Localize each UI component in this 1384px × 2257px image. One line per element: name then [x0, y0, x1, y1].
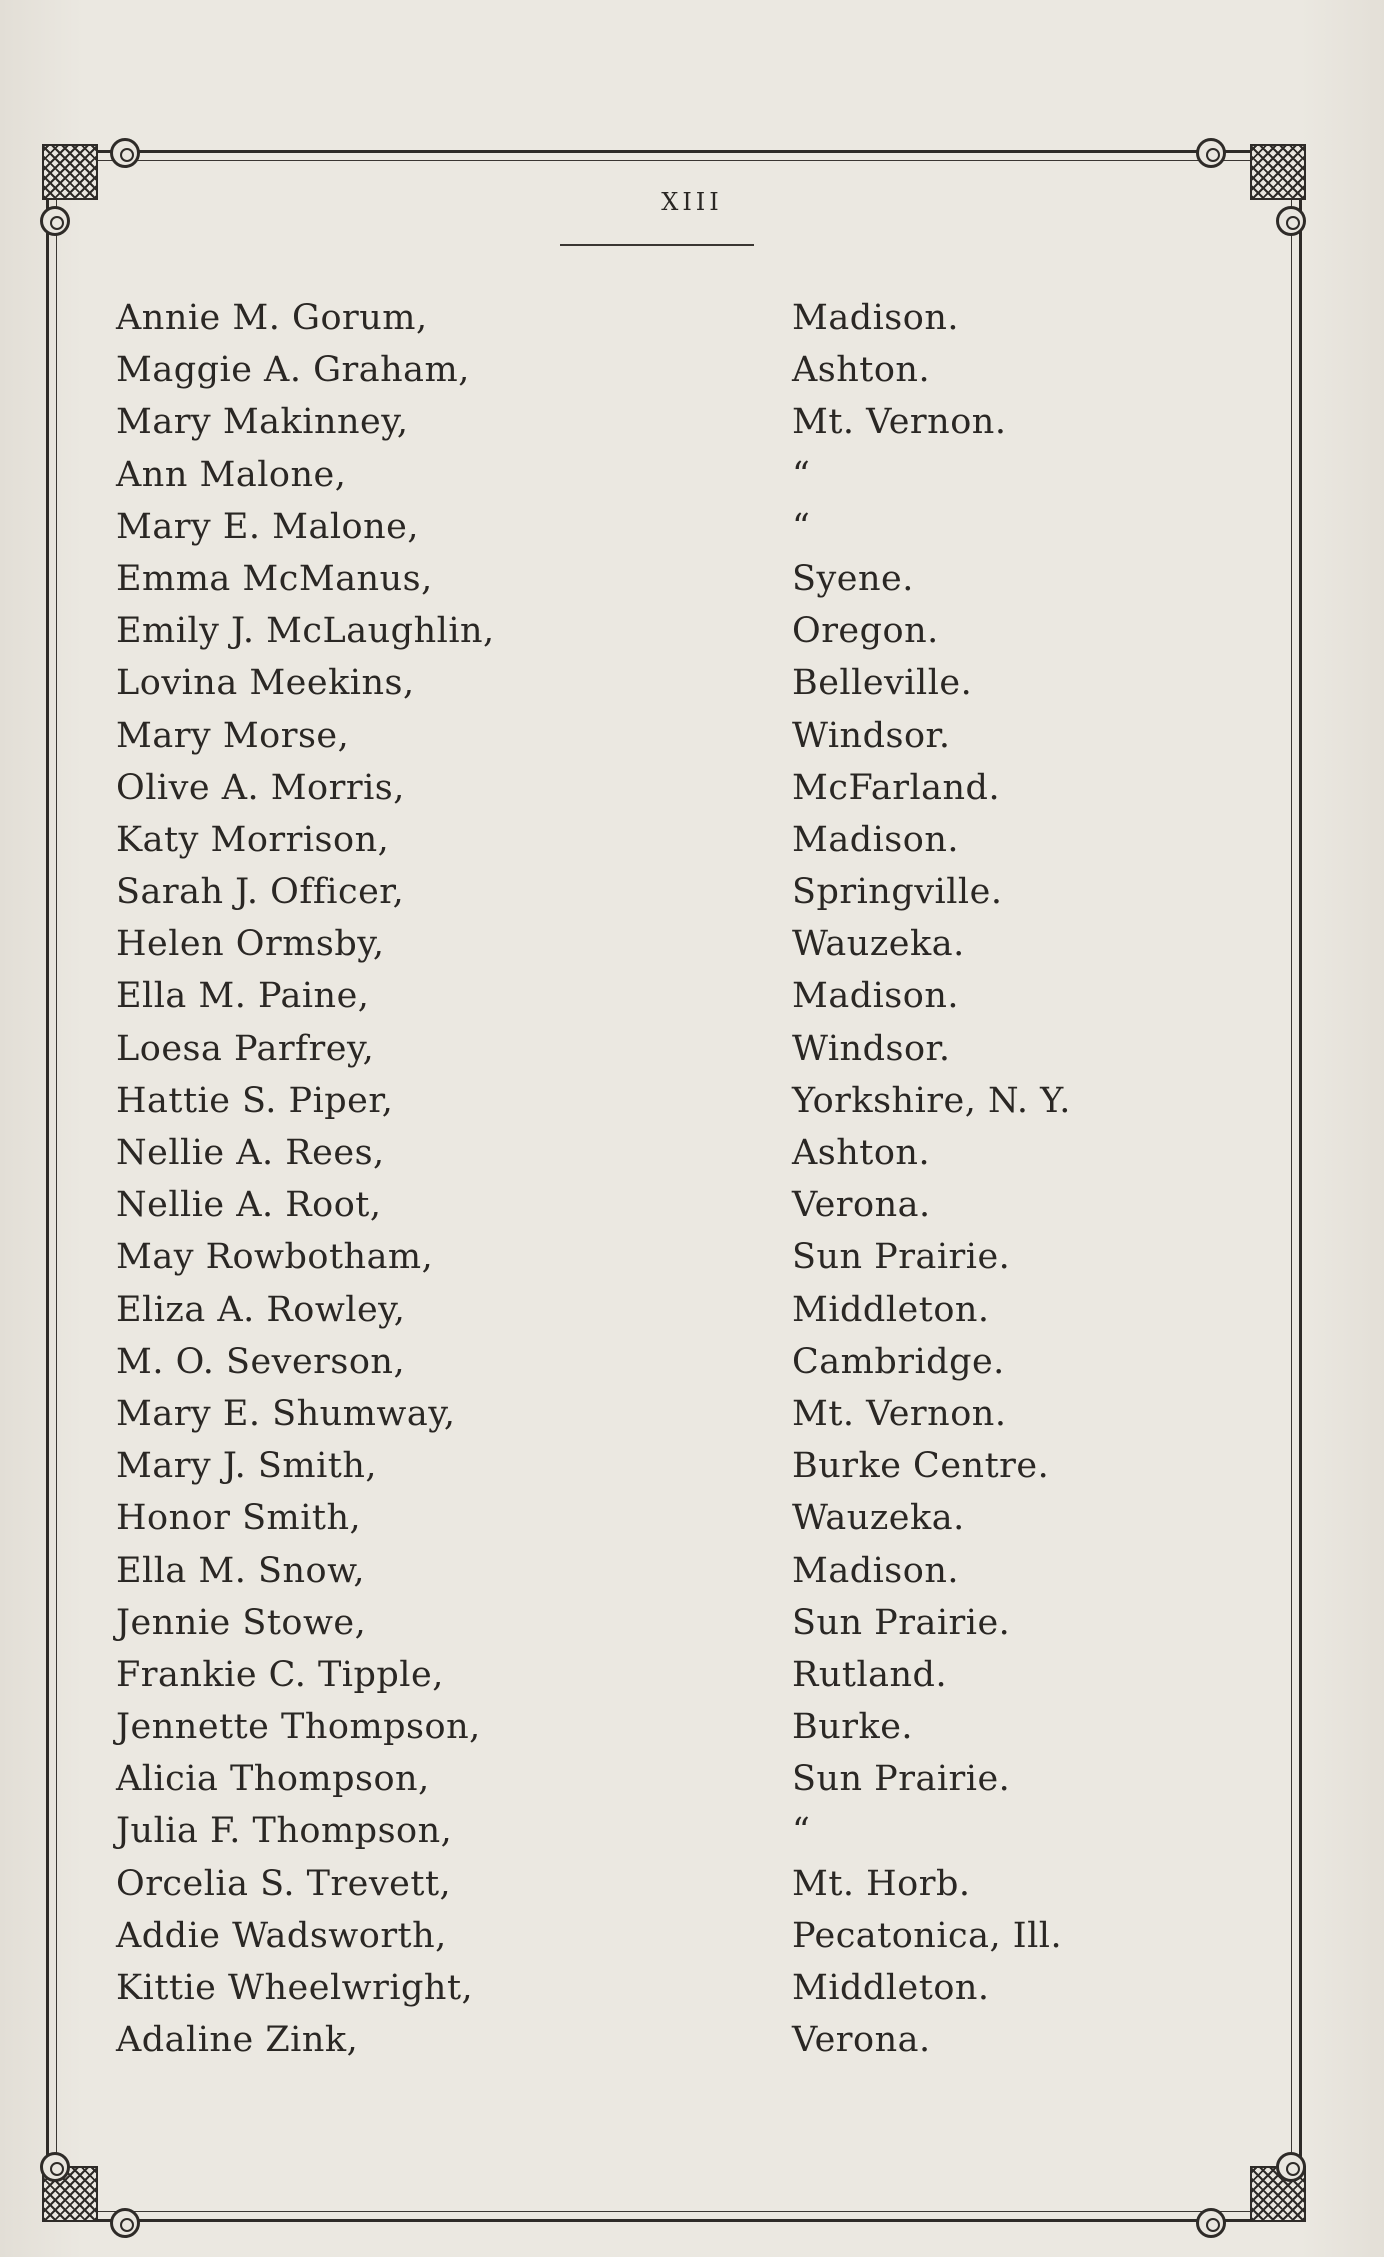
- scroll-ornament: [1276, 2152, 1306, 2182]
- list-item: [116, 1179, 1116, 1231]
- list-item: [116, 1545, 1116, 1597]
- list-item: [116, 1075, 1116, 1127]
- student-name: Frankie C. Tipple,: [116, 1654, 444, 1695]
- student-name: Mary Morse,: [116, 715, 350, 756]
- list-item: [116, 449, 1116, 501]
- student-name: Olive A. Morris,: [116, 767, 405, 808]
- list-item: [116, 1701, 1116, 1753]
- student-name: Ann Malone,: [116, 454, 347, 495]
- student-town: Sun Prairie.: [792, 1759, 1011, 1800]
- scroll-ornament: [1196, 138, 1226, 168]
- student-town: Windsor.: [792, 1028, 951, 1069]
- list-item: [116, 1231, 1116, 1283]
- list-item: [116, 1597, 1116, 1649]
- student-town: Sun Prairie.: [792, 1602, 1011, 1643]
- list-item: [116, 710, 1116, 762]
- list-item: [116, 866, 1116, 918]
- student-town: Springville.: [792, 872, 1003, 913]
- student-name: Loesa Parfrey,: [116, 1028, 375, 1069]
- student-town: Oregon.: [792, 611, 939, 652]
- student-town: Madison.: [792, 298, 960, 338]
- scroll-ornament: [40, 2152, 70, 2182]
- list-item: [116, 1440, 1116, 1492]
- student-name: Jennette Thompson,: [116, 1707, 481, 1748]
- student-name: Adaline Zink,: [116, 2020, 359, 2061]
- student-name: Maggie A. Graham,: [116, 350, 470, 391]
- list-item: [116, 970, 1116, 1022]
- student-town: Madison.: [792, 1550, 960, 1591]
- student-town: “: [792, 1811, 811, 1852]
- student-name: Eliza A. Rowley,: [116, 1289, 406, 1330]
- list-item: [116, 1753, 1116, 1805]
- student-town: Burke.: [792, 1707, 914, 1748]
- student-name: Ella M. Paine,: [116, 976, 370, 1017]
- list-item: [116, 1127, 1116, 1179]
- list-item: [116, 2014, 1116, 2066]
- list-item: [116, 1492, 1116, 1544]
- page-number: XIII: [661, 188, 723, 216]
- list-item: [116, 344, 1116, 396]
- student-town: Ashton.: [792, 350, 931, 391]
- student-town: Syene.: [792, 558, 914, 599]
- student-town: Burke Centre.: [792, 1446, 1050, 1487]
- student-name: Helen Ormsby,: [116, 924, 385, 965]
- student-name: Lovina Meekins,: [116, 663, 415, 704]
- student-town: Windsor.: [792, 715, 951, 756]
- list-item: [116, 814, 1116, 866]
- list-item: [116, 1023, 1116, 1075]
- list-item: [116, 1805, 1116, 1857]
- student-name: Nellie A. Rees,: [116, 1133, 385, 1173]
- student-name: M. O. Severson,: [116, 1341, 406, 1382]
- list-item: [116, 396, 1116, 448]
- student-name: Addie Wadsworth,: [116, 1915, 447, 1956]
- student-name: Kittie Wheelwright,: [116, 1968, 474, 2008]
- student-town: “: [792, 506, 811, 547]
- student-name: Annie M. Gorum,: [116, 298, 428, 338]
- student-name: Alicia Thompson,: [116, 1759, 430, 1800]
- student-town: “: [792, 454, 811, 495]
- student-name: Mary E. Malone,: [116, 506, 419, 547]
- student-name: Emma McManus,: [116, 558, 433, 599]
- scroll-ornament: [1196, 2208, 1226, 2238]
- student-town: Yorkshire, N. Y.: [792, 1080, 1071, 1121]
- student-town: Wauzeka.: [792, 924, 965, 965]
- list-item: [116, 292, 1116, 344]
- header-rule: [560, 244, 754, 246]
- list-item: [116, 762, 1116, 814]
- student-name: Sarah J. Officer,: [116, 872, 405, 913]
- list-item: [116, 605, 1116, 657]
- student-name: Honor Smith,: [116, 1498, 362, 1539]
- list-item: [116, 1284, 1116, 1336]
- student-town: Middleton.: [792, 1968, 990, 2008]
- student-town: Madison.: [792, 819, 960, 860]
- list-item: [116, 1649, 1116, 1701]
- student-town: Middleton.: [792, 1289, 990, 1330]
- list-item: [116, 1962, 1116, 2014]
- student-town: Sun Prairie.: [792, 1237, 1011, 1278]
- list-item: [116, 1388, 1116, 1440]
- list-item: [116, 657, 1116, 709]
- student-name: Katy Morrison,: [116, 819, 390, 860]
- list-item: [116, 918, 1116, 970]
- student-town: Ashton.: [792, 1133, 931, 1173]
- student-town: Pecatonica, Ill.: [792, 1915, 1063, 1956]
- student-name: Mary J. Smith,: [116, 1446, 377, 1487]
- student-town: Cambridge.: [792, 1341, 1005, 1382]
- student-name: Nellie A. Root,: [116, 1185, 382, 1226]
- student-name: Mary Makinney,: [116, 402, 409, 443]
- student-name: Mary E. Shumway,: [116, 1393, 456, 1434]
- student-name: Jennie Stowe,: [116, 1602, 367, 1643]
- student-name: Hattie S. Piper,: [116, 1080, 394, 1121]
- student-town: Wauzeka.: [792, 1498, 965, 1539]
- student-name: Orcelia S. Trevett,: [116, 1863, 452, 1904]
- student-name: Emily J. McLaughlin,: [116, 611, 495, 652]
- student-town: Mt. Vernon.: [792, 402, 1007, 443]
- list-item: [116, 501, 1116, 553]
- list-item: [116, 1910, 1116, 1962]
- student-town: Verona.: [792, 2020, 931, 2061]
- list-item: [116, 1336, 1116, 1388]
- student-town: Mt. Vernon.: [792, 1393, 1007, 1434]
- scroll-ornament: [110, 138, 140, 168]
- student-name: Ella M. Snow,: [116, 1550, 366, 1591]
- student-town: Madison.: [792, 976, 960, 1017]
- student-name: Julia F. Thompson,: [116, 1811, 453, 1852]
- student-name: May Rowbotham,: [116, 1237, 434, 1278]
- student-town: Mt. Horb.: [792, 1863, 971, 1904]
- student-town: McFarland.: [792, 767, 1001, 808]
- student-list: [116, 292, 1116, 2066]
- list-item: [116, 553, 1116, 605]
- student-town: Verona.: [792, 1185, 931, 1226]
- scroll-ornament: [110, 2208, 140, 2238]
- student-town: Belleville.: [792, 663, 973, 704]
- student-town: Rutland.: [792, 1654, 948, 1695]
- list-item: [116, 1858, 1116, 1910]
